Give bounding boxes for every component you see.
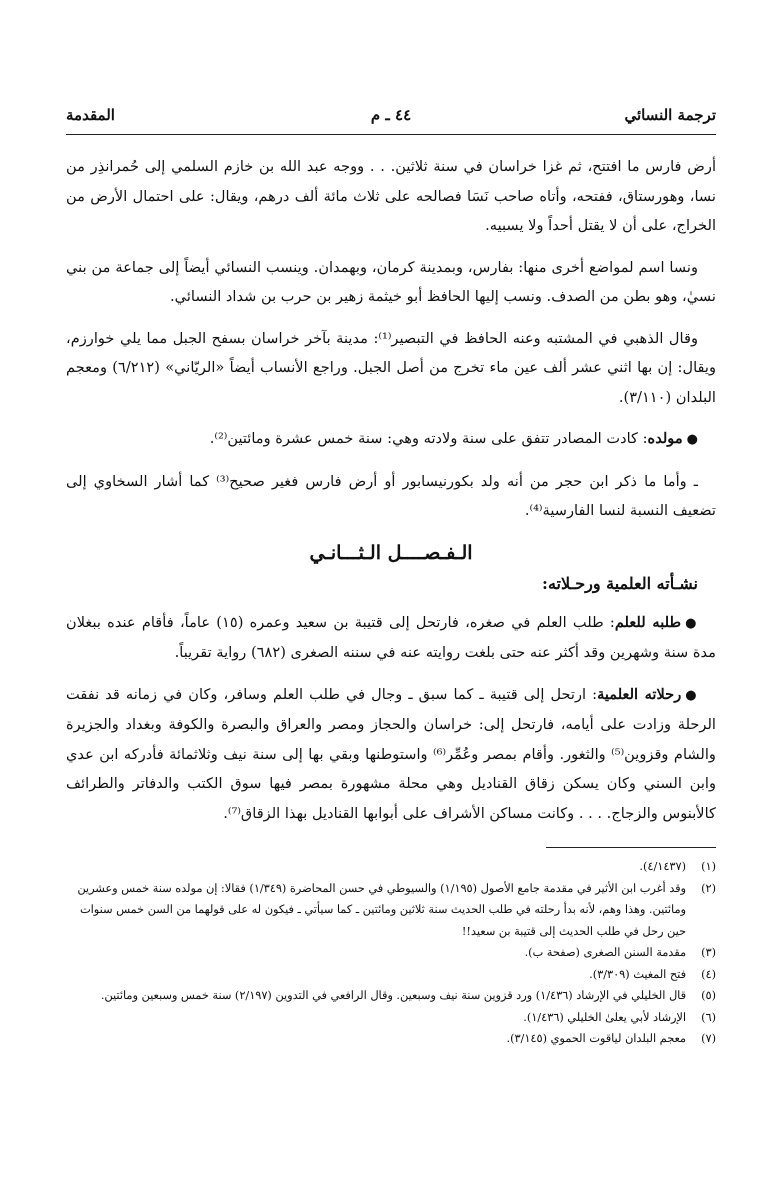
footnote-text: قال الخليلي في الإرشاد (١/٤٣٦) ورد قزوين سنة نيف وسبعين. وقال الرافعي في التدوين (٢/١٩٧) سنة خمس وسبعين ومائتين. <box>100 989 686 1002</box>
footnote <box>66 1007 716 1029</box>
footnote <box>66 942 716 964</box>
header-rule <box>66 134 716 135</box>
footnote <box>66 878 716 943</box>
footnotes <box>66 856 716 1050</box>
footnote-number: (١) <box>701 860 716 873</box>
birth-heading: مولده <box>647 430 683 447</box>
footnote <box>66 856 716 878</box>
bullet-icon: ● <box>686 432 698 447</box>
birth-text: : كادت المصادر تتفق على سنة ولادته وهي: سنة خمس عشرة ومائتين⁽²⁾. <box>209 430 648 447</box>
footnote-rule <box>546 847 716 848</box>
footnote-number: (٣) <box>701 946 716 959</box>
paragraph-travels <box>66 680 716 829</box>
paragraph: أرض فارس ما افتتح، ثم غزا خراسان في سنة ثلاثين. . . ووجه عبد الله بن خازم السلمي إلى حُمرانذِر من نسا، وهورستاق، ففتحه، وأتاه صاحب نَسَا فصالحه على ثلاث مائة ألف درهم، ويقال: على احتمال الأرض من الخراج، على أن لا يقتل أحداً ولا يسبيه. <box>66 158 716 234</box>
footnote-text: (٤/١٤٣٧). <box>639 860 686 873</box>
footnote-number: (٤) <box>701 967 716 981</box>
travels-text: : ارتحل إلى قتيبة ـ كما سبق ـ وجال في طلب العلم وسافر، وكان في زمانه قد نفقت الرحلة وزادت على أيامه، فارتحل إلى: خراسان والحجاز ومصر والعراق والبصرة والكوفة وبغداد والجزيرة والشام وقزوين⁽⁵⁾ والثغور. وأقام بمصر وعُمِّر⁽⁶⁾ واستوطنها وبقي بها إلى سنة نيف وثلاثمائة فأدركه ابن عدي وابن السني وكان يسكن زقاق القناديل وهي محلة مشهورة بمصر فيها سوق الكتب والدفاتر والطرائف كالأبنوس والزجاج. . . . وكانت مساكن الأشراف على أبوابها القناديل بهذا الزقاق⁽⁷⁾. <box>66 685 716 822</box>
header-title: ترجمة النسائي <box>624 106 716 124</box>
section-title: نشـأته العلمية ورحـلاته: <box>542 573 698 593</box>
paragraph: وقال الذهبي في المشتبه وعنه الحافظ في التبصير⁽¹⁾: مدينة بآخر خراسان بسفح الجبل مما يلي خوارزم، ويقال: إن بها اثني عشر ألف عين ماء تخرج من أصل الجبل. وراجع الأنساب أيضاً «الريّاني» (٦/٢١٢) ومعجم البلدان (٣/١١٠). <box>66 329 717 406</box>
footnote-text: مقدمة السنن الصغرى (صفحة ب). <box>524 946 686 959</box>
footnote-text: معجم البلدان لياقوت الحموي (٣/١٤٥). <box>506 1032 686 1045</box>
footnote <box>66 964 716 986</box>
study-heading: طلبه للعلم <box>614 613 682 631</box>
study-text: : طلب العلم في صغره، فارتحل إلى قتيبة بن سعيد وعمره (١٥) عاماً، فأقام عنده ببغلان مدة سنة وشهرين وقد أكثر عنه حتى بلغت روايته عنه في سننه الصغرى (٦٨٢) رواية تقريباً. <box>66 613 716 661</box>
footnote-number: (٢) <box>701 881 716 895</box>
footnote-number: (٥) <box>701 989 716 1002</box>
footnote-text: الإرشاد لأبي يعلىٰ الخليلي (١/٤٣٦). <box>523 1010 686 1024</box>
paragraph-birth <box>66 424 716 455</box>
footnote-text: فتح المغيث (٣/٣٠٩). <box>589 967 686 981</box>
bullet-icon: ● <box>685 615 699 631</box>
paragraph: ونسا اسم لمواضع أخرى منها: بفارس، وبمدينة كرمان، وبهمدان. وينسب النسائي أيضاً إلى جماعة من بني نسيٰ، وهو بطن من الصدف. ونسب إليها الحافظ أبو خيثمة زهير بن حرب بن شداد النسائي. <box>66 258 716 305</box>
footnote-number: (٦) <box>701 1010 716 1024</box>
paragraph-study <box>66 608 716 668</box>
chapter-title: الـفـصــــل الـثـــانـي <box>309 541 473 564</box>
running-header <box>66 106 716 130</box>
footnote-number: (٧) <box>701 1032 716 1045</box>
footnote <box>66 1028 716 1050</box>
footnote-text: وقد أغرب ابن الأثير في مقدمة جامع الأصول (١/١٩٥) والسيوطي في حسن المحاضرة (١/٣٤٩) فقالا: إن مولده سنة خمس وعشرين ومائتين. وهذا وهم، لأنه بدأ رحلته في طلب الحديث سنة ثلاثين ومائتين ـ كما سيأتي ـ فيكون له على قولهما من السن خمس سنوات حين رحل في طلب الحديث إلى قتيبة بن سعيد!! <box>77 881 686 938</box>
page-number: ٤٤ ـ م <box>370 106 412 124</box>
header-section: المقدمة <box>66 106 115 124</box>
footnote <box>66 985 716 1007</box>
bullet-icon: ● <box>685 687 698 703</box>
paragraph: ـ وأما ما ذكر ابن حجر من أنه ولد بكورنيسابور أو أرض فارس فغير صحيح⁽³⁾ كما أشار السخاوي إلى تضعيف النسبة لنسا الفارسية⁽⁴⁾. <box>66 472 716 519</box>
main-text <box>66 152 716 840</box>
travels-heading: رحلاته العلمية <box>597 685 682 703</box>
